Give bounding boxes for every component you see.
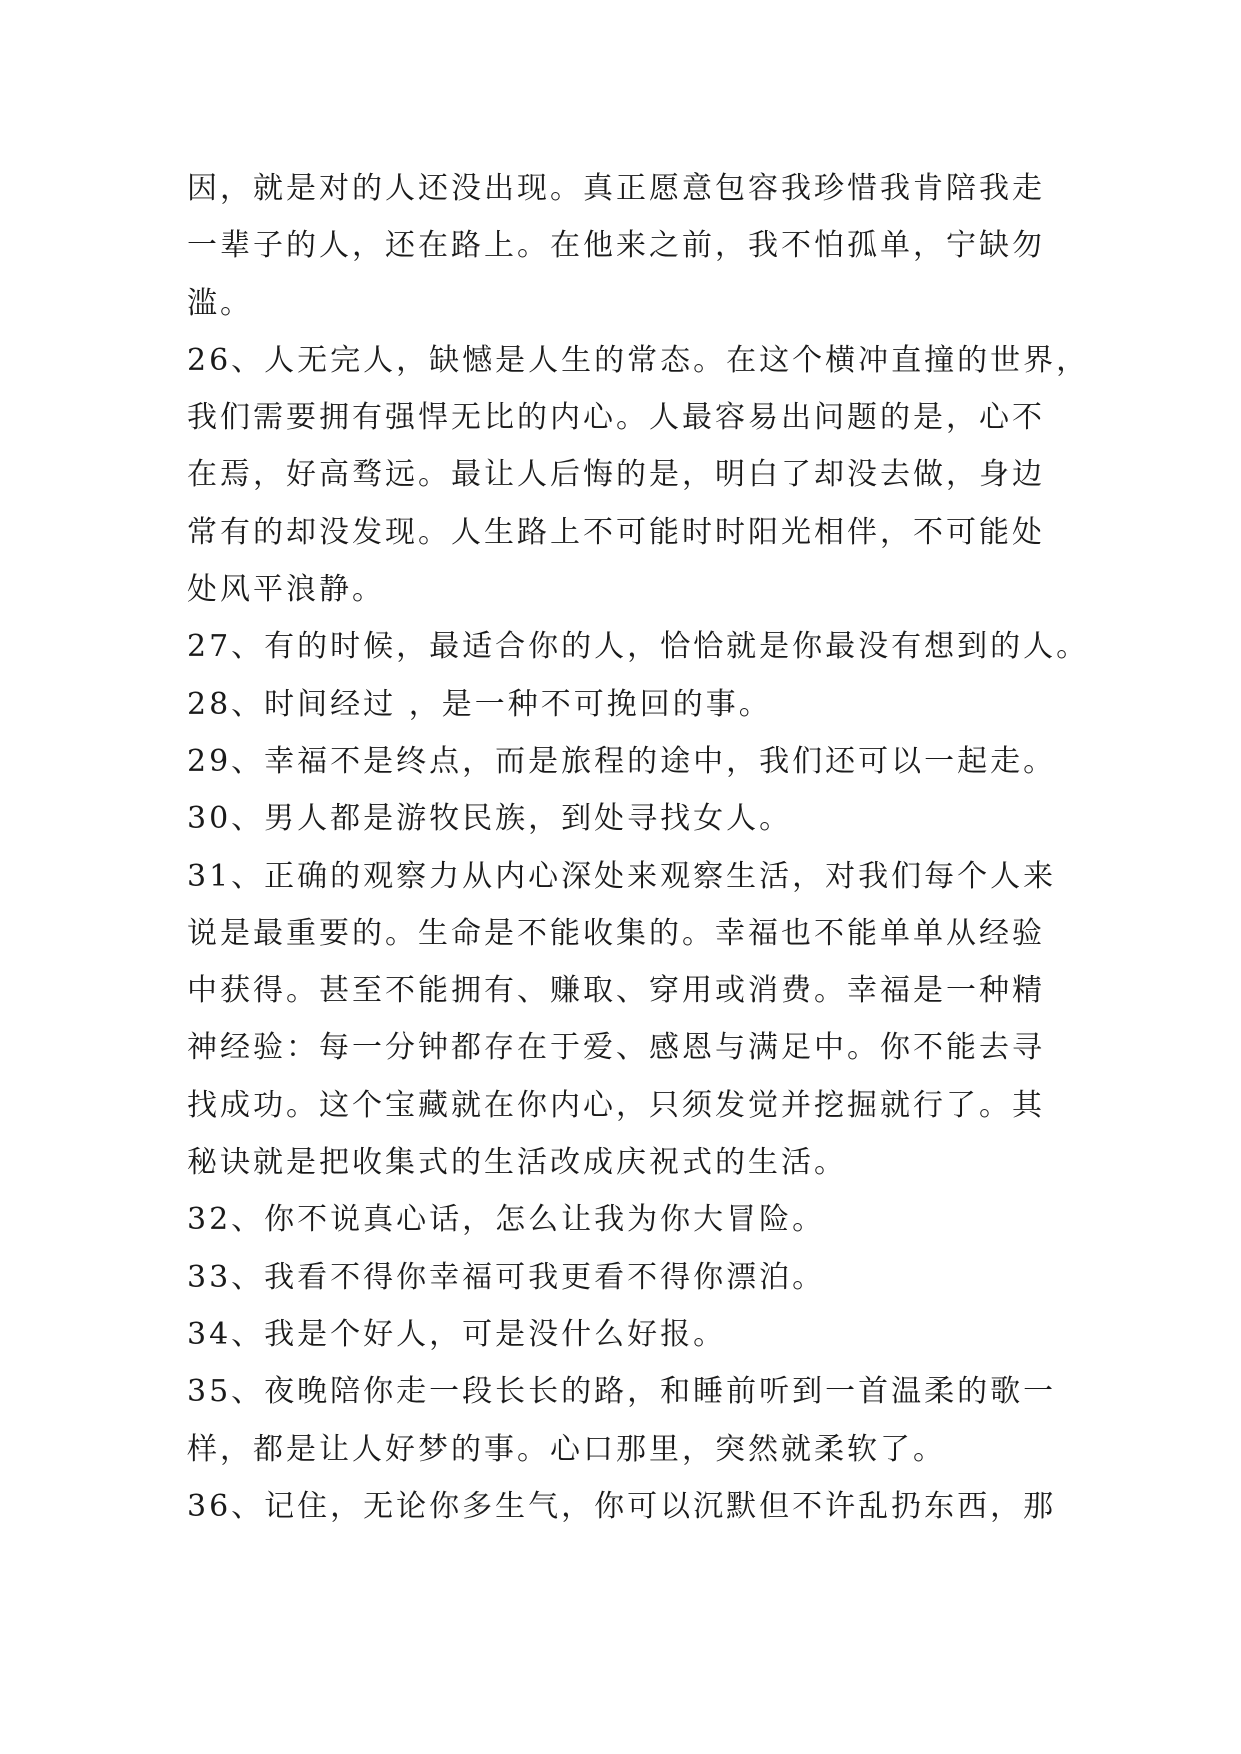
- text-line: 30、男人都是游牧民族，到处寻找女人。: [187, 801, 793, 837]
- text-line: 处风平浪静。: [187, 572, 385, 608]
- text-line: 样，都是让人好梦的事。心口那里，突然就柔软了。: [187, 1431, 946, 1467]
- text-line: 34、我是个好人，可是没什么好报。: [187, 1316, 727, 1352]
- text-line: 29、幸福不是终点，而是旅程的途中，我们还可以一起走。: [187, 743, 1057, 779]
- text-line: 27、有的时候，最适合你的人，恰恰就是你最没有想到的人。: [187, 629, 1090, 665]
- text-line: 35、夜晚陪你走一段长长的路，和睡前听到一首温柔的歌一: [187, 1374, 1057, 1410]
- text-line: 秘诀就是把收集式的生活改成庆祝式的生活。: [187, 1145, 847, 1181]
- text-line: 31、正确的观察力从内心深处来观察生活，对我们每个人来: [187, 858, 1057, 894]
- body-text: [187, 160, 1090, 1535]
- text-line: 36、记住，无论你多生气，你可以沉默但不许乱扔东西，那: [187, 1488, 1057, 1524]
- text-line: 在焉，好高骛远。最让人后悔的是，明白了却没去做，身边: [187, 457, 1045, 493]
- text-line: 因，就是对的人还没出现。真正愿意包容我珍惜我肯陪我走: [187, 171, 1045, 206]
- text-line: 我们需要拥有强悍无比的内心。人最容易出问题的是，心不: [187, 400, 1045, 436]
- text-line: 26、人无完人，缺憾是人生的常态。在这个横冲直撞的世界，: [187, 342, 1090, 378]
- text-line: 28、时间经过 ，是一种不可挽回的事。: [187, 686, 772, 722]
- text-line: 32、你不说真心话，怎么让我为你大冒险。: [187, 1202, 826, 1238]
- text-line: 找成功。这个宝藏就在你内心，只须发觉并挖掘就行了。其: [187, 1087, 1045, 1123]
- text-line: 滥。: [187, 285, 253, 321]
- text-line: 说是最重要的。生命是不能收集的。幸福也不能单单从经验: [187, 915, 1045, 951]
- text-line: 一辈子的人，还在路上。在他来之前，我不怕孤单，宁缺勿: [187, 228, 1045, 264]
- text-line: 常有的却没发现。人生路上不可能时时阳光相伴，不可能处: [187, 514, 1045, 550]
- text-line: 33、我看不得你幸福可我更看不得你漂泊。: [187, 1259, 826, 1295]
- text-line: 中获得。甚至不能拥有、赚取、穿用或消费。幸福是一种精: [187, 973, 1045, 1009]
- text-line: 神经验：每一分钟都存在于爱、感恩与满足中。你不能去寻: [187, 1030, 1045, 1066]
